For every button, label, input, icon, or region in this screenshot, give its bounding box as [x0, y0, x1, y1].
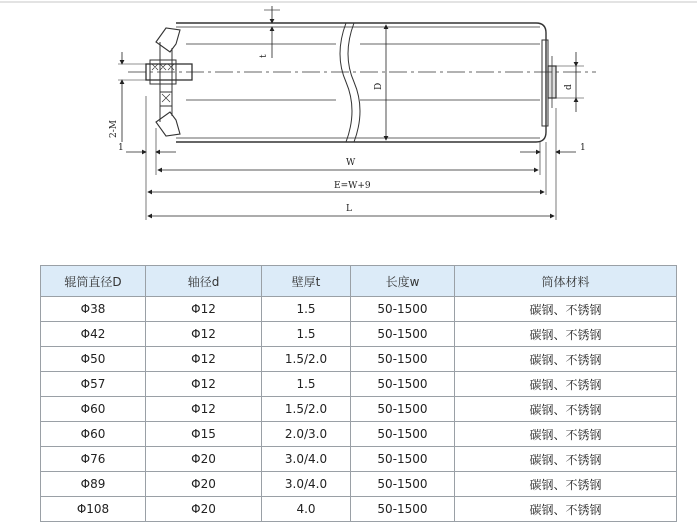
table-row	[41, 322, 677, 347]
cell-roller-diameter: Φ60	[41, 397, 146, 422]
cell-shaft-diameter: Φ12	[146, 372, 262, 397]
cell-wall-thickness: 3.0/4.0	[262, 472, 351, 497]
cell-length: 50-1500	[351, 397, 455, 422]
table-header-row	[41, 266, 677, 297]
cell-roller-diameter: Φ60	[41, 422, 146, 447]
cell-length: 50-1500	[351, 372, 455, 397]
table-row	[41, 447, 677, 472]
table-row	[41, 347, 677, 372]
cell-shaft-diameter: Φ15	[146, 422, 262, 447]
cell-wall-thickness: 3.0/4.0	[262, 447, 351, 472]
header-wall-thickness: 壁厚t	[262, 266, 351, 297]
table-row	[41, 372, 677, 397]
cell-tube-material: 碳钢、不锈钢	[455, 447, 677, 472]
cell-tube-material: 碳钢、不锈钢	[455, 347, 677, 372]
dim-label-right-gap: 1	[580, 143, 586, 153]
dim-label-t: t	[259, 54, 269, 58]
header-roller-diameter: 辊筒直径D	[41, 266, 146, 297]
left-end-housing	[146, 28, 192, 136]
cell-length: 50-1500	[351, 422, 455, 447]
cell-tube-material: 碳钢、不锈钢	[455, 422, 677, 447]
roller-technical-drawing	[0, 0, 697, 255]
dim-label-left-gap: 1	[118, 143, 124, 153]
cell-length: 50-1500	[351, 322, 455, 347]
dimension-t	[264, 6, 280, 58]
cell-wall-thickness: 1.5	[262, 372, 351, 397]
roller-spec-table	[40, 265, 677, 522]
cell-wall-thickness: 2.0/3.0	[262, 422, 351, 447]
dim-label-d-outer: D	[374, 82, 384, 90]
cell-shaft-diameter: Φ12	[146, 322, 262, 347]
cell-shaft-diameter: Φ12	[146, 297, 262, 322]
dim-label-w: W	[346, 158, 356, 168]
cell-roller-diameter: Φ57	[41, 372, 146, 397]
cell-tube-material: 碳钢、不锈钢	[455, 397, 677, 422]
table-row	[41, 422, 677, 447]
table-row	[41, 472, 677, 497]
cell-wall-thickness: 1.5/2.0	[262, 347, 351, 372]
cell-roller-diameter: Φ108	[41, 497, 146, 522]
cell-length: 50-1500	[351, 472, 455, 497]
dimension-2m	[118, 52, 150, 142]
cell-tube-material: 碳钢、不锈钢	[455, 497, 677, 522]
roller-tube	[176, 23, 556, 142]
cell-tube-material: 碳钢、不锈钢	[455, 472, 677, 497]
cell-roller-diameter: Φ42	[41, 322, 146, 347]
cell-length: 50-1500	[351, 297, 455, 322]
dim-label-l: L	[346, 204, 352, 214]
cell-length: 50-1500	[351, 497, 455, 522]
cell-roller-diameter: Φ76	[41, 447, 146, 472]
cell-wall-thickness: 4.0	[262, 497, 351, 522]
cell-shaft-diameter: Φ20	[146, 472, 262, 497]
cell-length: 50-1500	[351, 347, 455, 372]
cell-roller-diameter: Φ38	[41, 297, 146, 322]
dim-label-d-shaft: d	[564, 84, 574, 90]
cell-shaft-diameter: Φ20	[146, 447, 262, 472]
cell-wall-thickness: 1.5/2.0	[262, 397, 351, 422]
table-row	[41, 297, 677, 322]
dimension-d-shaft	[556, 52, 584, 112]
cell-roller-diameter: Φ50	[41, 347, 146, 372]
cell-shaft-diameter: Φ12	[146, 347, 262, 372]
dim-label-2m: 2-M	[109, 120, 119, 138]
cell-length: 50-1500	[351, 447, 455, 472]
cell-wall-thickness: 1.5	[262, 322, 351, 347]
table-row	[41, 497, 677, 522]
cell-tube-material: 碳钢、不锈钢	[455, 372, 677, 397]
cell-roller-diameter: Φ89	[41, 472, 146, 497]
header-tube-material: 筒体材料	[455, 266, 677, 297]
dim-label-e: E=W+9	[334, 181, 371, 191]
table-row	[41, 397, 677, 422]
header-shaft-diameter: 轴径d	[146, 266, 262, 297]
roller-drawing-svg	[0, 0, 697, 255]
cell-tube-material: 碳钢、不锈钢	[455, 297, 677, 322]
header-length: 长度w	[351, 266, 455, 297]
cell-shaft-diameter: Φ20	[146, 497, 262, 522]
cell-tube-material: 碳钢、不锈钢	[455, 322, 677, 347]
cell-shaft-diameter: Φ12	[146, 397, 262, 422]
cell-wall-thickness: 1.5	[262, 297, 351, 322]
